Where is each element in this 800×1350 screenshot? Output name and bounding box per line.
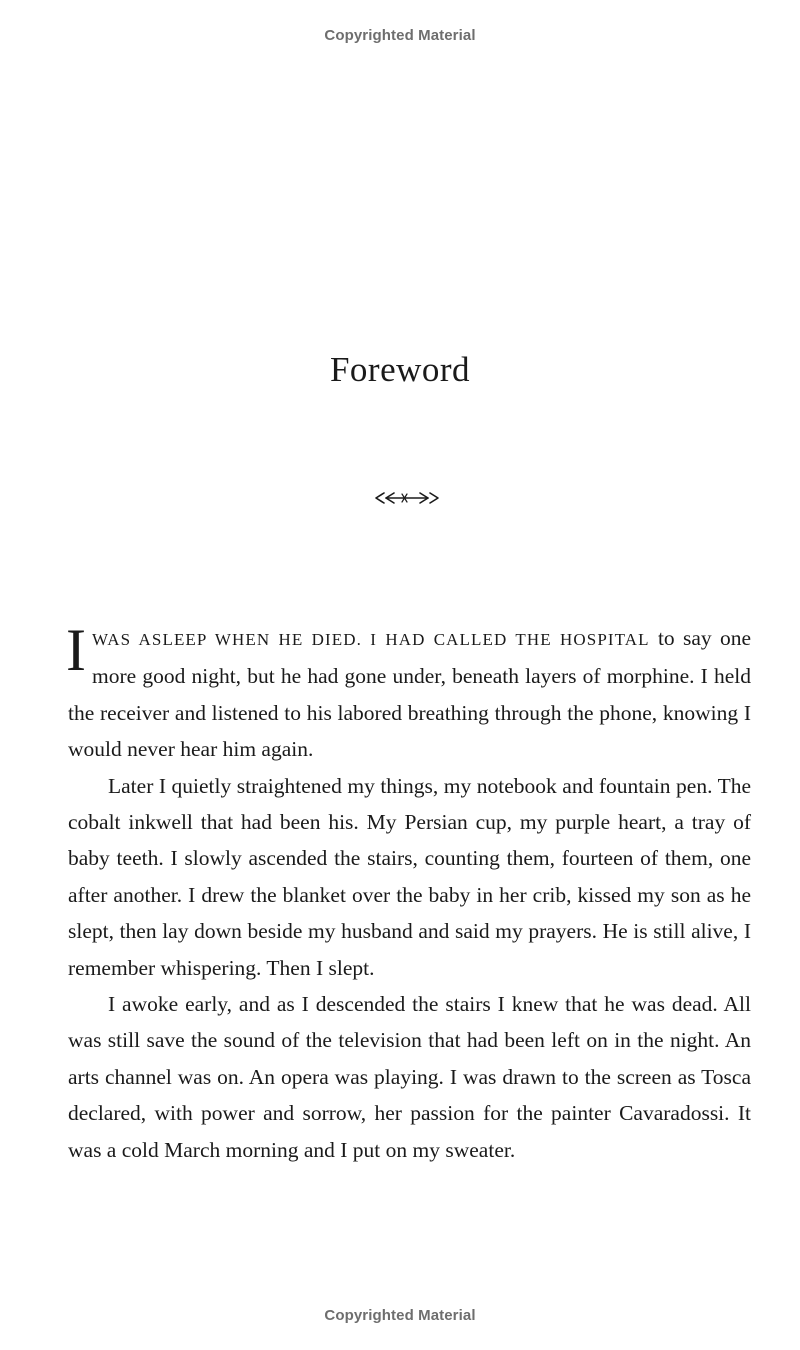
copyright-watermark-bottom: Copyrighted Material (324, 1307, 476, 1324)
chapter-title: Foreword (329, 350, 471, 389)
opening-small-caps: WAS ASLEEP WHEN HE DIED. I HAD CALLED THE HOSPITAL (91, 630, 650, 649)
drop-cap: I (66, 617, 86, 683)
paragraph-2: Later I quietly straightened my things, my notebook and fountain pen. The cobalt inkwell that had been his. My Persian cup, my purple heart, a tray of baby teeth. I slowly ascended the stairs, counting them, fourteen of them, one after another. I drew the blanket over the baby in her crib, kissed my son as he slept, then lay down beside my husband and said my prayers. He is still alive, I remember whispering. Then I slept. (68, 773, 751, 980)
paragraph-1-text: to say one more good night, but he had gone under, beneath layers of morphine. I held the receiver and listened to his labored breathing through the phone, knowing I would never hear him again. (68, 626, 752, 762)
ornamental-divider-icon (372, 488, 442, 508)
paragraph-3: I awoke early, and as I descended the stairs I knew that he was dead. All was still save the sound of the television that had been left on in the night. An arts channel was on. An opera was playing. I was drawn to the screen as Tosca declared, with power and sorrow, her passion for the painter Cavaradossi. It was a cold March morning and I put on my sweater. (68, 992, 751, 1162)
paragraph-1 (66, 617, 752, 768)
foreword-text (66, 617, 752, 1168)
copyright-watermark-top: Copyrighted Material (324, 27, 476, 44)
